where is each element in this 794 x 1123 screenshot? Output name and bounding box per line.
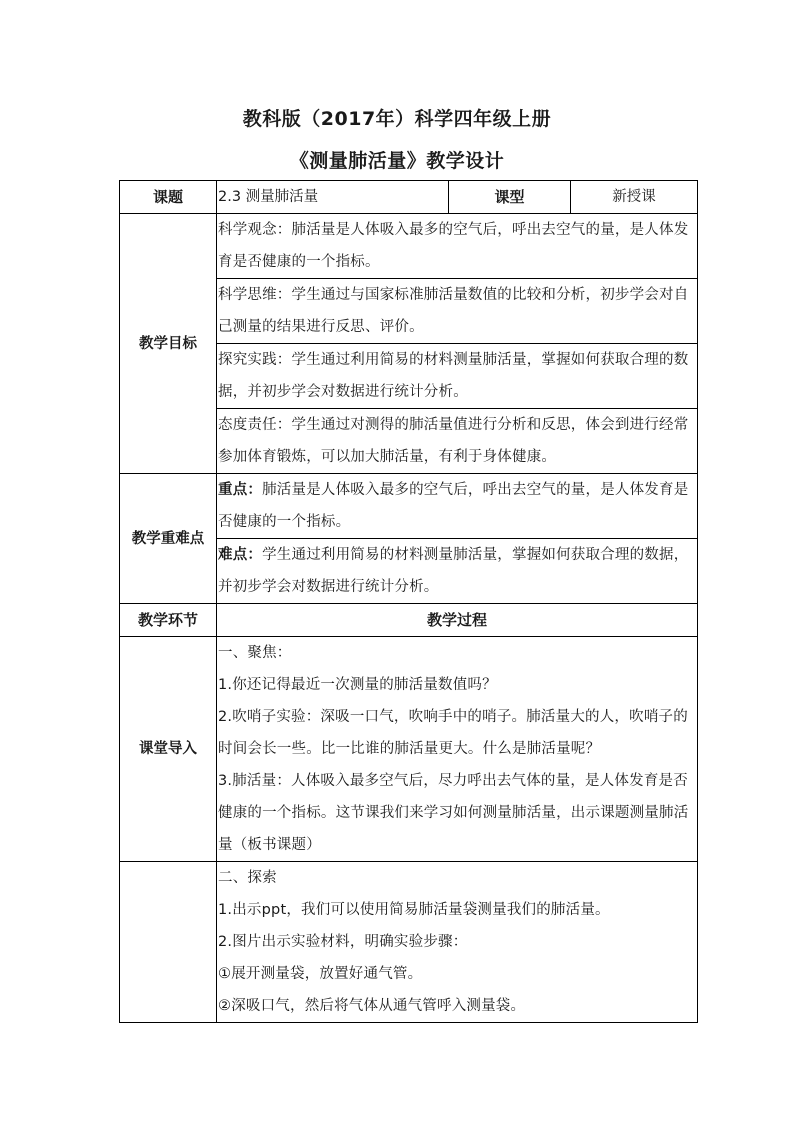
key-points-label: 教学重难点 [120, 474, 217, 604]
intro-line: 3.肺活量：人体吸入最多空气后，尽力呼出去气体的量，是人体发育是否健康的一个指标。这节课我们来学习如何测量肺活量，出示课题测量肺活量（板书课题） [218, 773, 689, 853]
objective-text: 科学思维：学生通过与国家标准肺活量数值的比较和分析，初步学会对自己测量的结果进行反思、评价。 [218, 287, 689, 335]
stage-label: 教学环节 [120, 604, 217, 637]
difficult-point-cell [217, 539, 698, 604]
objective-text: 探究实践：学生通过利用简易的材料测量肺活量，掌握如何获取合理的数据，并初步学会对数据进行统计分析。 [218, 352, 689, 400]
intro-row [120, 637, 698, 862]
process-label: 教学过程 [217, 604, 698, 637]
objective-item [217, 214, 698, 279]
document-title: 教科版（2017年）科学四年级上册 [242, 108, 552, 130]
document-subtitle: 《测量肺活量》教学设计 [289, 150, 505, 172]
objective-item [217, 279, 698, 344]
intro-line: 一、聚焦： [218, 645, 292, 661]
key-point-lead: 重点： [218, 482, 263, 498]
objectives-label: 教学目标 [120, 214, 217, 474]
intro-line: 1.你还记得最近一次测量的肺活量数值吗？ [218, 677, 497, 693]
lesson-plan-table [119, 180, 698, 1023]
explore-line: 1.出示ppt，我们可以使用简易肺活量袋测量我们的肺活量。 [218, 902, 610, 918]
difficult-point-text: 学生通过利用简易的材料测量肺活量，掌握如何获取合理的数据，并初步学会对数据进行统计分析。 [218, 547, 689, 595]
type-label: 课型 [449, 181, 571, 214]
difficult-point-lead: 难点： [218, 547, 263, 563]
key-point-cell [217, 474, 698, 539]
explore-content [217, 862, 698, 1023]
key-point-text: 肺活量是人体吸入最多的空气后，呼出去空气的量，是人体发育是否健康的一个指标。 [218, 482, 689, 530]
objective-text: 科学观念：肺活量是人体吸入最多的空气后，呼出去空气的量，是人体发育是否健康的一个指标。 [218, 222, 689, 270]
explore-line: 二、探索 [218, 870, 277, 886]
explore-line: 2.图片出示实验材料，明确实验步骤： [218, 934, 468, 950]
key-point-row [120, 474, 698, 539]
explore-line: ①展开测量袋，放置好通气管。 [218, 966, 423, 982]
intro-content [217, 637, 698, 862]
header-row [120, 181, 698, 214]
topic-label: 课题 [120, 181, 217, 214]
explore-label [120, 862, 217, 1023]
objective-text: 态度责任：学生通过对测得的肺活量值进行分析和反思，体会到进行经常参加体育锻炼，可以加大肺活量，有利于身体健康。 [218, 417, 689, 465]
topic-value: 2.3 测量肺活量 [217, 181, 449, 214]
type-value: 新授课 [571, 181, 698, 214]
objective-row [120, 214, 698, 279]
objective-item [217, 409, 698, 474]
explore-row [120, 862, 698, 1023]
objective-item [217, 344, 698, 409]
process-header-row [120, 604, 698, 637]
explore-line: ②深吸口气，然后将气体从通气管呼入测量袋。 [218, 998, 526, 1014]
intro-label: 课堂导入 [120, 637, 217, 862]
intro-line: 2.吹哨子实验：深吸一口气，吹响手中的哨子。肺活量大的人，吹哨子的时间会长一些。比一比谁的肺活量更大。什么是肺活量呢？ [218, 709, 688, 757]
